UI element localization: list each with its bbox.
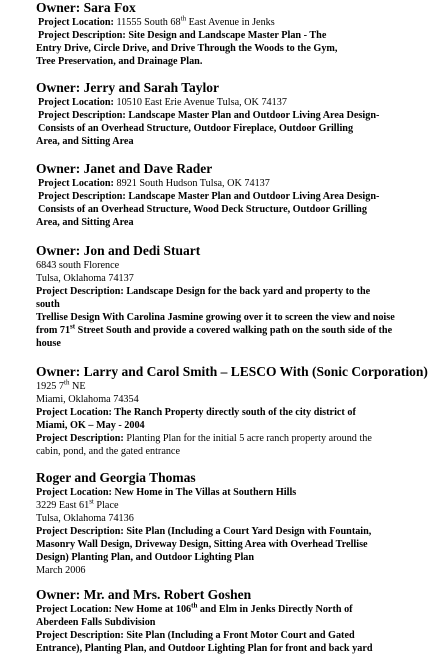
project-description-line [36,525,442,538]
address-line: 3229 East 61st Place [36,497,119,511]
project-description-text: Entry Drive, Circle Drive, and Drive Through the Woods to the Gym, [36,43,338,54]
project-location-value: New Home at 106th and Elm in Jenks Directly North of [114,601,353,615]
owner-heading: Owner: Sara Fox [36,0,136,15]
project-entry-thomas [36,470,442,577]
project-description-text: cabin, pond, and the gated entrance [36,446,180,457]
project-entry-rader [36,161,442,229]
project-entry-goshen [36,587,442,655]
project-description-text: from 71st Street South and provide a covered walking path on the south side of the [36,322,393,336]
project-description-text: Landscape Master Plan and Outdoor Living Area Design- [128,110,380,121]
address-line: 1925 7th NE [36,378,86,392]
project-location-line [36,603,442,616]
address-line: Tulsa, Oklahoma 74137 [36,273,134,284]
project-description-text: Site Design and Landscape Master Plan - The [128,30,327,41]
address-line: Tulsa, Oklahoma 74136 [36,513,134,524]
project-entry-taylor [36,80,442,148]
project-description-text: Entrance), Planting Plan, and Outdoor Lighting Plan for front and back yard [36,643,373,654]
project-location-line [36,16,442,29]
project-location-label: Project Location: [38,178,114,189]
project-location-line [36,486,442,499]
project-description-line [36,629,442,642]
project-description-line [36,432,442,445]
owner-heading: Owner: Janet and Dave Rader [36,161,213,176]
project-entry-stuart [36,243,442,350]
project-description-text: Area, and Sitting Area [36,217,134,228]
project-date: March 2006 [36,565,86,576]
project-location-label: Project Location: [36,604,112,615]
project-location-value: The Ranch Property directly south of the city district of [114,407,356,418]
project-entry-smith-lesco [36,364,442,458]
project-description-label: Project Description: [36,630,124,641]
project-description-text: Site Plan (Including a Court Yard Design with Fountain, [126,526,372,537]
project-location-label: Project Location: [36,407,112,418]
project-description-text: house [36,338,61,349]
project-description-text: Tree Preservation, and Drainage Plan. [36,56,203,67]
project-description-line [36,29,442,42]
project-description-label: Project Description: [38,110,126,121]
project-location-line [36,406,442,419]
project-entry-sara-fox [36,0,442,68]
owner-heading: Owner: Jon and Dedi Stuart [36,243,201,258]
project-location-value: 10510 East Erie Avenue Tulsa, OK 74137 [116,97,287,108]
project-location-value: 8921 South Hudson Tulsa, OK 74137 [116,178,270,189]
project-location-line [36,177,442,190]
project-description-text: Landscape Master Plan and Outdoor Living Area Design- [128,191,380,202]
project-description-text: Masonry Wall Design, Driveway Design, Sitting Area with Overhead Trellise [36,539,368,550]
project-location-value: 11555 South 68th East Avenue in Jenks [116,14,275,28]
project-location-value: Miami, OK – May - 2004 [36,420,145,431]
address-line: Miami, Oklahoma 74354 [36,394,139,405]
owner-heading: Owner: Larry and Carol Smith – LESCO With (Sonic Corporation) [36,364,428,379]
project-description-text: south [36,299,60,310]
project-location-label: Project Location: [36,487,112,498]
project-description-label: Project Description: [36,526,124,537]
project-description-label: Project Description: [36,286,124,297]
project-description-text: Consists of an Overhead Structure, Outdoor Fireplace, Outdoor Grilling [38,123,354,134]
project-location-value: Aberdeen Falls Subdivision [36,617,156,628]
project-description-label: Project Description: [38,30,126,41]
project-description-text: Area, and Sitting Area [36,136,134,147]
project-description-text: Design) Planting Plan, and Outdoor Lighting Plan [36,552,255,563]
project-location-label: Project Location: [38,17,114,28]
address-line: 6843 south Florence [36,260,120,271]
owner-heading: Roger and Georgia Thomas [36,470,196,485]
project-description-text: Site Plan (Including a Front Motor Court and Gated [126,630,355,641]
project-location-value: New Home in The Villas at Southern Hills [114,487,297,498]
project-description-label: Project Description: [38,191,126,202]
project-description-line [36,285,442,298]
owner-heading: Owner: Mr. and Mrs. Robert Goshen [36,587,252,602]
project-description-line [36,109,442,122]
owner-heading: Owner: Jerry and Sarah Taylor [36,80,220,95]
project-description-text: Trellise Design With Carolina Jasmine growing over it to screen the view and noise [36,312,395,323]
project-location-line [36,96,442,109]
project-description-text: Consists of an Overhead Structure, Wood Deck Structure, Outdoor Grilling [38,204,367,215]
project-description-text: Planting Plan for the initial 5 acre ranch property around the [126,433,372,444]
project-description-line [36,190,442,203]
project-description-text: Landscape Design for the back yard and property to the [126,286,371,297]
project-location-label: Project Location: [38,97,114,108]
project-description-label: Project Description: [36,433,124,444]
